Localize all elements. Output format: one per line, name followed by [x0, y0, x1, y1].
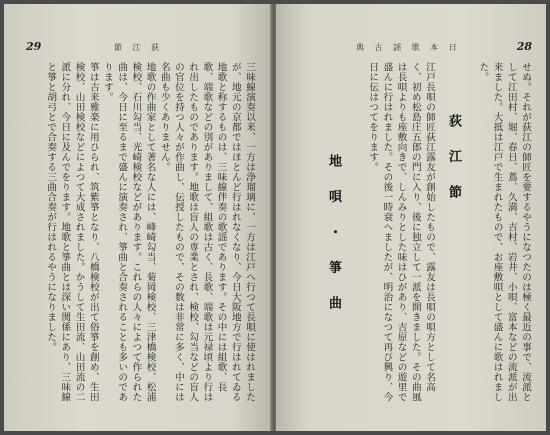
left-page-number: 29 [26, 40, 42, 53]
chapter-title: 地 唄 ・ 箏 曲 [326, 154, 341, 319]
left-paragraph: 地歌の作曲家として著名な人には、峰崎勾当、菊岡検校、三津橋検校、松浦検校、石川勾当、光崎検校などがあります。これらの人々によつて作られた曲は、今日に至るまで盛んに演奏され、箏曲と合奏されることも多いのであります。 [101, 62, 156, 402]
left-body-text [20, 62, 256, 409]
section-heading [444, 114, 463, 207]
section-title: 荻 江 節 [446, 114, 461, 208]
left-paragraph: 三味線演奏以来、一方は浄瑠璃に、一方は江戸へ行つて長唄に使はれましたが、地元の京都ではほとんど行はれなくなり、今日大阪地方で行はれてゐる地歌と称するものは、三味線伴奏の歌謡であります。その中には組歌、長歌、端歌などの別がありまして、組歌は古く、長歌、端歌は元禄頃より行はれ出したものであります。地歌は盲人の専業とされ、検校、勾当などの盲人の官位を持つ人々が作曲し、伝授したもので、その数は非常に多く、中には名曲も少くありません。 [158, 62, 255, 402]
left-running-header: 節 江 荻 [114, 43, 164, 52]
right-body-text-bottom [358, 62, 436, 409]
right-paragraph: せぬ。それが荻江の師匠を要するやうになつたのは極く最近の事で、流派として江田村、堀、春日、蔦、久満、吉村、岩井、小唄、富本などの流派が出来ました。大抵は江戸で生まれたもので、お座敷唄として盛んに歌はれました。 [477, 62, 531, 402]
chapter-heading [324, 154, 343, 318]
right-page-number: 28 [516, 40, 532, 53]
right-paragraph: 江戸長唄の師匠荻江露友が創始したもので、露友は長唄の唄方として名高く、初め松島庄五郎の門に入り、後に独立して一派を開きました。その曲風は長唄よりも座敷向きで、しんみりとした味はひがあり、吉原などの遊里で盛んに行はれました。その後一時衰へましたが、明治になつて再び興り、今日に伝はつてをります。 [367, 62, 435, 402]
right-running-header: 典 古 謡 歌 本 日 [356, 43, 461, 52]
left-paragraph: 箏は古来雅楽に用ひられ、筑紫箏となり、八橋検校が出て俗箏を創め、生田検校、山田検校などによつて大成されました。かうして生田流、山田流の二派に分れ、今日に及んでをります。地歌と箏曲とは深い関係にあり、三味線と箏と胡弓とで合奏する三曲合奏が行はれるやうになりました。 [45, 62, 99, 402]
left-page [4, 4, 272, 431]
right-page [276, 4, 546, 431]
